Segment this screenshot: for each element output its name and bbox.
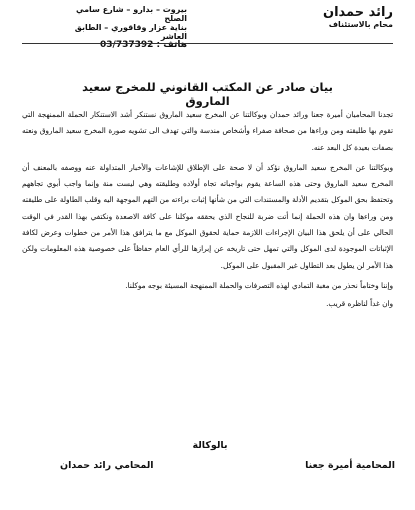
- statement-body: [22, 107, 393, 313]
- signature-lawyer-2: المحامي رائد حمدان: [60, 460, 154, 471]
- address-line-2: بناية عزار وقاقوري – الطابق العاشر: [74, 23, 187, 41]
- paragraph-2: وبوكالتنا عن المخرج سعيد الماروق نؤكد أن لا صحة على الإطلاق للإشاعات والأخبار المتداولة عنه ووصفه بالمعنف أن المخرج سعيد الماروق وحتى هذه الساعة يقوم بواجباته تجاه أولاده وطليقته وهي ليست منة وإنما واجب أبوي تجاههم وتحتفظ بحق الموكل بتقديم الأدلة والمستندات التي من شأنها إثبات براءته من التهم الموجهة اليه وقلب الطاولة على طليقته ومن وراءها وان هذه الحملة إنما أتت ضربة للنجاح الذي يحققه موكلنا على كافة الاصعدة ونكتفي بهذا القدر في الوقت الحالي على أن يلحق هذا البيان الإجراءات اللازمة حماية لحقوق الموكل مع ما يترافق هذا الأمر من خطوات وعرض لكافة الإثباتات الموجودة لدى الموكل والتي تمهل حتى تاريخه عن إبرازها للرأي العام حفاظاً على خصوصية هذه المعلومات ولكن هذا الأمر لن يطول بعد التطاول غير المقبول على الموكل.: [22, 162, 393, 270]
- signature-heading: بالوكالة: [192, 440, 228, 451]
- phone-number: هاتف : 03/737392: [100, 40, 187, 50]
- letterhead-name-block: [283, 6, 393, 30]
- paragraph-4: وان غداً لناظره قريب.: [326, 299, 393, 309]
- statement-title: بيان صادر عن المكتب القانوني للمخرج سعيد الماروق: [82, 80, 333, 108]
- paragraph-1: تجدنا المحاميان أميرة جعنا ورائد حمدان وبوكالتنا عن المخرج سعيد الماروق نستنكر أشد الاستنكار الحملة الممنهجة التي تقوم بها طليقته ومن وراءها من صحافة صفراء وأشخاص مندسة والتي تهدف الى تشويه صورة المخرج سعيد الماروق ونعته بصفات بعيدة كل البعد عنه.: [22, 110, 393, 152]
- paragraph-3: وإننا وختاماً نحذر من مغبة التمادي لهذه التصرفات والحملة الممنهجة المسيئة بوجه موكلنا.: [125, 280, 393, 290]
- address-line-1: بيروت – بدارو – شارع سامي الصلح: [76, 5, 187, 23]
- signature-lawyer-1: المحامية أميرة جعنا: [305, 460, 395, 471]
- letterhead-divider: [22, 43, 393, 44]
- letterhead-role: محام بالاستئناف: [328, 20, 393, 29]
- letterhead-name: رائد حمدان: [322, 5, 393, 20]
